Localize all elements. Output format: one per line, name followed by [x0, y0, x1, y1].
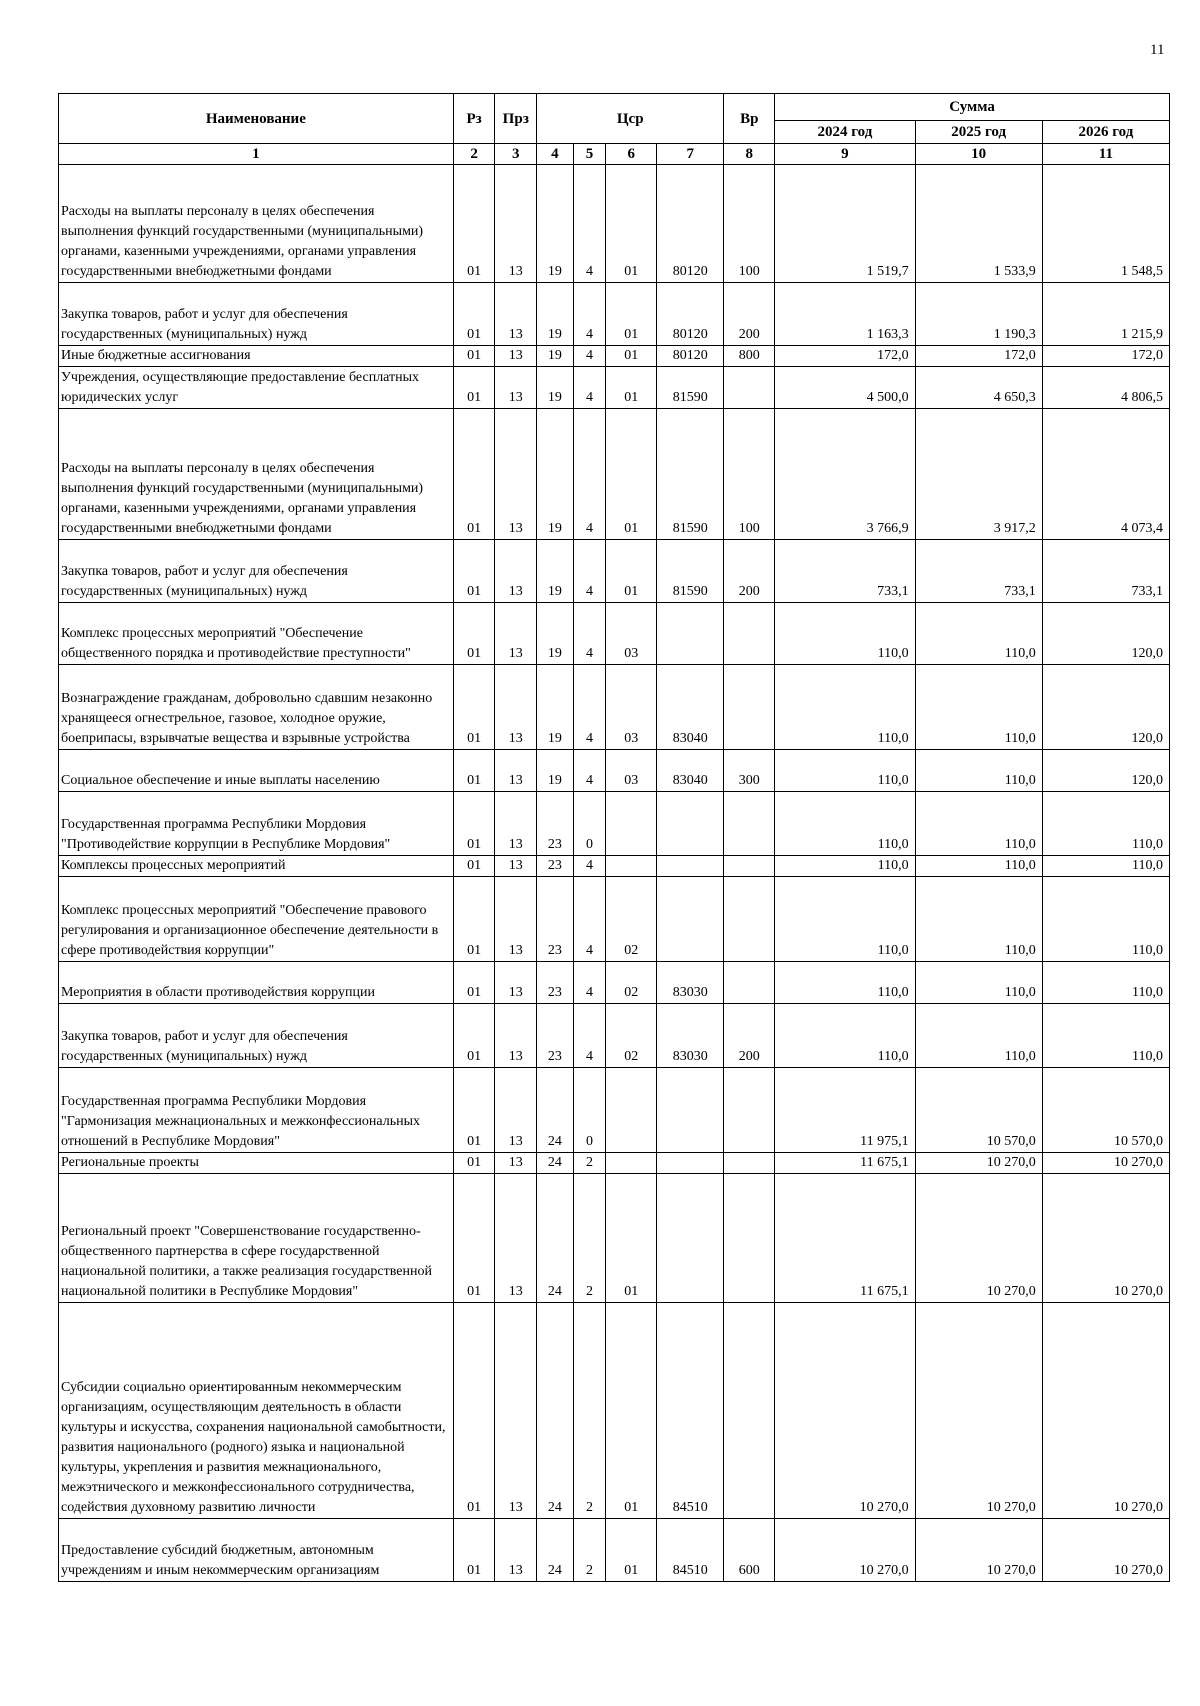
column-number: 11 — [1042, 144, 1169, 165]
row-rz: 01 — [453, 792, 495, 856]
row-csr-4: 23 — [537, 792, 574, 856]
row-csr-6: 01 — [606, 283, 657, 346]
table-row — [59, 962, 1170, 1004]
row-csr-6: 01 — [606, 1174, 657, 1303]
row-name: Субсидии социально ориентированным некоммерческим организациям, осуществляющим деятельность в области культуры и искусства, сохранения национальной самобытности, развития национального (родного) языка и национальной культуры, укрепления и развития межнационального, межэтнического и межконфессионального сотрудничества, содействия духовному развитию личности — [59, 1303, 454, 1519]
row-sum-2026: 172,0 — [1042, 346, 1169, 367]
row-csr-6: 01 — [606, 165, 657, 283]
row-csr-7 — [657, 1153, 724, 1174]
row-csr-4: 19 — [537, 165, 574, 283]
row-csr-6 — [606, 1068, 657, 1153]
row-rz: 01 — [453, 665, 495, 750]
row-sum-2026: 110,0 — [1042, 877, 1169, 962]
row-rz: 01 — [453, 367, 495, 409]
row-csr-4: 19 — [537, 540, 574, 603]
row-prz: 13 — [495, 540, 537, 603]
row-vr — [724, 877, 775, 962]
row-sum-2025: 10 570,0 — [915, 1068, 1042, 1153]
row-rz: 01 — [453, 1519, 495, 1582]
row-sum-2025: 733,1 — [915, 540, 1042, 603]
table-row — [59, 877, 1170, 962]
row-vr: 200 — [724, 540, 775, 603]
row-sum-2024: 110,0 — [775, 750, 915, 792]
row-csr-7: 83030 — [657, 962, 724, 1004]
row-name: Комплексы процессных мероприятий — [59, 856, 454, 877]
row-prz: 13 — [495, 1153, 537, 1174]
row-csr-5: 4 — [573, 856, 606, 877]
table-row — [59, 1519, 1170, 1582]
row-name: Государственная программа Республики Мордовия "Противодействие коррупции в Республике Мордовия" — [59, 792, 454, 856]
row-vr — [724, 962, 775, 1004]
row-csr-7: 81590 — [657, 367, 724, 409]
column-number-row — [59, 144, 1170, 165]
row-name: Учреждения, осуществляющие предоставление бесплатных юридических услуг — [59, 367, 454, 409]
row-vr — [724, 603, 775, 665]
row-csr-5: 4 — [573, 665, 606, 750]
row-csr-7: 80120 — [657, 346, 724, 367]
table-row — [59, 665, 1170, 750]
row-rz: 01 — [453, 1174, 495, 1303]
row-csr-4: 19 — [537, 603, 574, 665]
row-rz: 01 — [453, 165, 495, 283]
table-row — [59, 792, 1170, 856]
row-csr-4: 24 — [537, 1068, 574, 1153]
row-csr-4: 19 — [537, 346, 574, 367]
row-name: Вознаграждение гражданам, добровольно сдавшим незаконно хранящееся огнестрельное, газовое, холодное оружие, боеприпасы, взрывчатые вещества и взрывные устройства — [59, 665, 454, 750]
row-name: Комплекс процессных мероприятий "Обеспечение общественного порядка и противодействие преступности" — [59, 603, 454, 665]
row-csr-4: 24 — [537, 1174, 574, 1303]
row-sum-2024: 1 163,3 — [775, 283, 915, 346]
row-prz: 13 — [495, 792, 537, 856]
row-vr — [724, 1068, 775, 1153]
row-name: Государственная программа Республики Мордовия "Гармонизация межнациональных и межконфессиональных отношений в Республике Мордовия" — [59, 1068, 454, 1153]
row-csr-4: 24 — [537, 1519, 574, 1582]
row-sum-2026: 110,0 — [1042, 856, 1169, 877]
row-name: Иные бюджетные ассигнования — [59, 346, 454, 367]
page-number: 11 — [1150, 42, 1165, 58]
row-sum-2025: 110,0 — [915, 856, 1042, 877]
header-vr: Вр — [724, 94, 775, 144]
row-csr-5: 4 — [573, 962, 606, 1004]
row-csr-6 — [606, 792, 657, 856]
row-csr-6: 03 — [606, 750, 657, 792]
row-sum-2024: 4 500,0 — [775, 367, 915, 409]
row-csr-6: 01 — [606, 1303, 657, 1519]
row-csr-7: 80120 — [657, 283, 724, 346]
row-csr-4: 24 — [537, 1303, 574, 1519]
row-csr-5: 4 — [573, 877, 606, 962]
row-sum-2024: 11 675,1 — [775, 1174, 915, 1303]
row-vr — [724, 792, 775, 856]
header-rz: Рз — [453, 94, 495, 144]
table-row — [59, 1174, 1170, 1303]
row-sum-2026: 110,0 — [1042, 792, 1169, 856]
row-csr-5: 4 — [573, 409, 606, 540]
row-prz: 13 — [495, 877, 537, 962]
column-number: 6 — [606, 144, 657, 165]
row-sum-2026: 120,0 — [1042, 603, 1169, 665]
header-csr: Цср — [537, 94, 724, 144]
row-vr — [724, 1303, 775, 1519]
row-sum-2024: 110,0 — [775, 962, 915, 1004]
row-prz: 13 — [495, 665, 537, 750]
row-vr: 800 — [724, 346, 775, 367]
row-csr-7 — [657, 603, 724, 665]
row-name: Социальное обеспечение и иные выплаты населению — [59, 750, 454, 792]
row-sum-2025: 1 190,3 — [915, 283, 1042, 346]
row-rz: 01 — [453, 877, 495, 962]
column-number: 5 — [573, 144, 606, 165]
row-csr-6: 02 — [606, 962, 657, 1004]
row-csr-5: 2 — [573, 1303, 606, 1519]
row-name: Региональный проект "Совершенствование государственно-общественного партнерства в сфере государственной национальной политики, а также реализация государственной национальной политики в Республике Мордовия" — [59, 1174, 454, 1303]
row-sum-2026: 733,1 — [1042, 540, 1169, 603]
row-csr-4: 23 — [537, 962, 574, 1004]
row-rz: 01 — [453, 603, 495, 665]
budget-table — [58, 93, 1170, 1582]
row-csr-7: 81590 — [657, 409, 724, 540]
row-csr-4: 19 — [537, 665, 574, 750]
row-csr-4: 19 — [537, 409, 574, 540]
header-2026: 2026 год — [1042, 121, 1169, 144]
table-row — [59, 540, 1170, 603]
row-rz: 01 — [453, 750, 495, 792]
row-sum-2024: 11 675,1 — [775, 1153, 915, 1174]
row-csr-7: 80120 — [657, 165, 724, 283]
row-sum-2026: 120,0 — [1042, 665, 1169, 750]
row-csr-5: 4 — [573, 750, 606, 792]
row-sum-2025: 110,0 — [915, 792, 1042, 856]
row-sum-2026: 4 806,5 — [1042, 367, 1169, 409]
row-vr: 300 — [724, 750, 775, 792]
row-sum-2024: 110,0 — [775, 877, 915, 962]
row-csr-5: 4 — [573, 1004, 606, 1068]
row-sum-2025: 10 270,0 — [915, 1303, 1042, 1519]
row-csr-7: 84510 — [657, 1303, 724, 1519]
row-vr — [724, 856, 775, 877]
column-number: 9 — [775, 144, 915, 165]
table-row — [59, 856, 1170, 877]
row-csr-5: 2 — [573, 1174, 606, 1303]
row-name: Предоставление субсидий бюджетным, автономным учреждениям и иным некоммерческим организациям — [59, 1519, 454, 1582]
table-row — [59, 367, 1170, 409]
row-prz: 13 — [495, 1004, 537, 1068]
header-2025: 2025 год — [915, 121, 1042, 144]
table-row — [59, 346, 1170, 367]
row-sum-2024: 1 519,7 — [775, 165, 915, 283]
row-sum-2026: 10 270,0 — [1042, 1153, 1169, 1174]
row-prz: 13 — [495, 603, 537, 665]
row-sum-2025: 110,0 — [915, 750, 1042, 792]
table-row — [59, 1153, 1170, 1174]
table-row — [59, 1004, 1170, 1068]
row-rz: 01 — [453, 1004, 495, 1068]
row-sum-2026: 4 073,4 — [1042, 409, 1169, 540]
row-csr-6: 03 — [606, 665, 657, 750]
row-csr-6 — [606, 856, 657, 877]
row-csr-6: 01 — [606, 367, 657, 409]
row-sum-2024: 110,0 — [775, 856, 915, 877]
row-sum-2025: 110,0 — [915, 665, 1042, 750]
header-name: Наименование — [59, 94, 454, 144]
row-csr-7 — [657, 792, 724, 856]
column-number: 8 — [724, 144, 775, 165]
row-csr-6: 01 — [606, 409, 657, 540]
row-prz: 13 — [495, 409, 537, 540]
row-csr-7 — [657, 1068, 724, 1153]
row-prz: 13 — [495, 1068, 537, 1153]
row-csr-7: 83030 — [657, 1004, 724, 1068]
row-csr-5: 2 — [573, 1519, 606, 1582]
column-number: 7 — [657, 144, 724, 165]
row-sum-2026: 110,0 — [1042, 1004, 1169, 1068]
row-name: Расходы на выплаты персоналу в целях обеспечения выполнения функций государственными (муниципальными) органами, казенными учреждениями, органами управления государственными внебюджетными фондами — [59, 165, 454, 283]
row-sum-2025: 1 533,9 — [915, 165, 1042, 283]
row-rz: 01 — [453, 283, 495, 346]
row-csr-6: 02 — [606, 877, 657, 962]
row-csr-5: 0 — [573, 792, 606, 856]
row-csr-7 — [657, 1174, 724, 1303]
row-sum-2024: 733,1 — [775, 540, 915, 603]
row-vr — [724, 367, 775, 409]
row-prz: 13 — [495, 283, 537, 346]
row-csr-5: 4 — [573, 367, 606, 409]
row-csr-4: 23 — [537, 856, 574, 877]
table-row — [59, 409, 1170, 540]
row-prz: 13 — [495, 165, 537, 283]
row-csr-6: 02 — [606, 1004, 657, 1068]
column-number: 10 — [915, 144, 1042, 165]
row-csr-7: 84510 — [657, 1519, 724, 1582]
row-sum-2025: 172,0 — [915, 346, 1042, 367]
row-name: Комплекс процессных мероприятий "Обеспечение правового регулирования и организационное обеспечение деятельности в сфере противодействия коррупции" — [59, 877, 454, 962]
row-csr-5: 4 — [573, 540, 606, 603]
row-rz: 01 — [453, 962, 495, 1004]
column-number: 1 — [59, 144, 454, 165]
row-sum-2026: 1 548,5 — [1042, 165, 1169, 283]
row-rz: 01 — [453, 856, 495, 877]
row-prz: 13 — [495, 856, 537, 877]
row-name: Региональные проекты — [59, 1153, 454, 1174]
row-prz: 13 — [495, 1303, 537, 1519]
row-prz: 13 — [495, 367, 537, 409]
row-rz: 01 — [453, 1303, 495, 1519]
row-name: Закупка товаров, работ и услуг для обеспечения государственных (муниципальных) нужд — [59, 283, 454, 346]
table-row — [59, 283, 1170, 346]
row-sum-2024: 110,0 — [775, 1004, 915, 1068]
row-sum-2026: 10 270,0 — [1042, 1519, 1169, 1582]
table-body — [59, 165, 1170, 1582]
row-vr: 100 — [724, 165, 775, 283]
row-csr-7: 81590 — [657, 540, 724, 603]
row-sum-2026: 10 270,0 — [1042, 1174, 1169, 1303]
column-number: 4 — [537, 144, 574, 165]
row-name: Расходы на выплаты персоналу в целях обеспечения выполнения функций государственными (муниципальными) органами, казенными учреждениями, органами управления государственными внебюджетными фондами — [59, 409, 454, 540]
column-number: 2 — [453, 144, 495, 165]
row-vr: 200 — [724, 1004, 775, 1068]
row-csr-4: 19 — [537, 750, 574, 792]
row-csr-6: 01 — [606, 346, 657, 367]
row-csr-4: 19 — [537, 283, 574, 346]
row-vr: 600 — [724, 1519, 775, 1582]
row-sum-2026: 1 215,9 — [1042, 283, 1169, 346]
row-vr: 100 — [724, 409, 775, 540]
row-rz: 01 — [453, 346, 495, 367]
row-rz: 01 — [453, 540, 495, 603]
row-csr-4: 19 — [537, 367, 574, 409]
row-csr-5: 0 — [573, 1068, 606, 1153]
row-prz: 13 — [495, 346, 537, 367]
row-csr-6 — [606, 1153, 657, 1174]
row-sum-2024: 110,0 — [775, 665, 915, 750]
row-sum-2024: 110,0 — [775, 603, 915, 665]
table-row — [59, 750, 1170, 792]
row-sum-2025: 10 270,0 — [915, 1174, 1042, 1303]
row-sum-2024: 3 766,9 — [775, 409, 915, 540]
row-vr — [724, 1174, 775, 1303]
row-csr-7: 83040 — [657, 750, 724, 792]
header-prz: Прз — [495, 94, 537, 144]
row-csr-5: 2 — [573, 1153, 606, 1174]
row-csr-7: 83040 — [657, 665, 724, 750]
row-rz: 01 — [453, 1153, 495, 1174]
row-csr-6: 01 — [606, 540, 657, 603]
table-row — [59, 1303, 1170, 1519]
header-2024: 2024 год — [775, 121, 915, 144]
row-csr-5: 4 — [573, 283, 606, 346]
row-name: Мероприятия в области противодействия коррупции — [59, 962, 454, 1004]
row-sum-2025: 110,0 — [915, 1004, 1042, 1068]
row-vr — [724, 665, 775, 750]
row-sum-2024: 10 270,0 — [775, 1519, 915, 1582]
row-sum-2024: 110,0 — [775, 792, 915, 856]
row-sum-2026: 120,0 — [1042, 750, 1169, 792]
row-prz: 13 — [495, 750, 537, 792]
row-name: Закупка товаров, работ и услуг для обеспечения государственных (муниципальных) нужд — [59, 1004, 454, 1068]
row-csr-7 — [657, 877, 724, 962]
row-csr-5: 4 — [573, 346, 606, 367]
table-row — [59, 165, 1170, 283]
row-sum-2025: 110,0 — [915, 603, 1042, 665]
row-sum-2025: 3 917,2 — [915, 409, 1042, 540]
header-sum: Сумма — [775, 94, 1170, 121]
row-csr-4: 24 — [537, 1153, 574, 1174]
row-csr-7 — [657, 856, 724, 877]
row-csr-5: 4 — [573, 165, 606, 283]
row-prz: 13 — [495, 962, 537, 1004]
row-csr-4: 23 — [537, 877, 574, 962]
row-prz: 13 — [495, 1519, 537, 1582]
row-vr — [724, 1153, 775, 1174]
row-csr-4: 23 — [537, 1004, 574, 1068]
row-csr-6: 03 — [606, 603, 657, 665]
row-sum-2024: 172,0 — [775, 346, 915, 367]
row-rz: 01 — [453, 1068, 495, 1153]
row-sum-2026: 110,0 — [1042, 962, 1169, 1004]
row-sum-2024: 11 975,1 — [775, 1068, 915, 1153]
row-csr-5: 4 — [573, 603, 606, 665]
row-name: Закупка товаров, работ и услуг для обеспечения государственных (муниципальных) нужд — [59, 540, 454, 603]
row-prz: 13 — [495, 1174, 537, 1303]
row-sum-2025: 110,0 — [915, 962, 1042, 1004]
row-sum-2025: 10 270,0 — [915, 1519, 1042, 1582]
row-sum-2024: 10 270,0 — [775, 1303, 915, 1519]
table-row — [59, 603, 1170, 665]
table-row — [59, 1068, 1170, 1153]
row-sum-2025: 4 650,3 — [915, 367, 1042, 409]
row-csr-6: 01 — [606, 1519, 657, 1582]
row-sum-2026: 10 270,0 — [1042, 1303, 1169, 1519]
row-sum-2025: 110,0 — [915, 877, 1042, 962]
row-sum-2025: 10 270,0 — [915, 1153, 1042, 1174]
row-vr: 200 — [724, 283, 775, 346]
row-sum-2026: 10 570,0 — [1042, 1068, 1169, 1153]
column-number: 3 — [495, 144, 537, 165]
row-rz: 01 — [453, 409, 495, 540]
